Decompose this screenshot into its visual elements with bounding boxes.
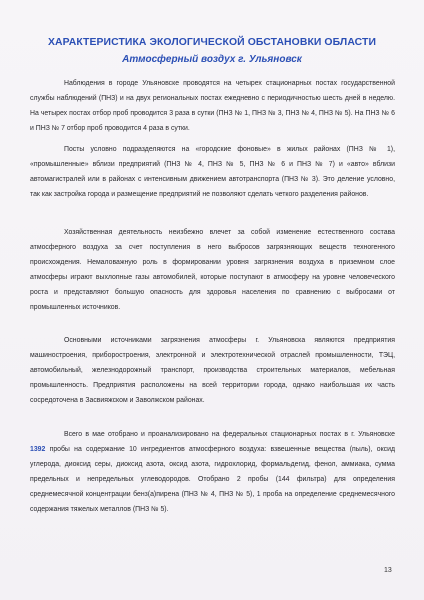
paragraph-samples [30,427,395,517]
page-number: 13 [384,567,392,574]
samples-text-after: пробы на содержание 10 ингредиентов атмосферного воздуха: взвешенные вещества (пыль), оксид углерода, диоксид серы, диоксид азота, оксид азота, гидрохлорид, формальдегид, фенол, аммиака, сумма предельных и непредельных углеводородов. Отобрано 2 пробы (144 фильтра) для определения среднемесячной концентрации бенз(а)пирена (ПНЗ № 4, ПНЗ № 5), 1 проба на определение среднемесячного содержания тяжелых металлов (ПНЗ № 5). [30,446,395,513]
page-title: ХАРАКТЕРИСТИКА ЭКОЛОГИЧЕСКОЙ ОБСТАНОВКИ ОБЛАСТИ [47,37,377,48]
samples-text-before: Всего в мае отобрано и проанализировано на федеральных стационарных постах в г. Ульяновске [64,431,395,438]
samples-count: 1392 [30,446,46,453]
paragraph-post-types: Посты условно подразделяются на «городские фоновые» в жилых районах (ПНЗ № 1), «промышленные» вблизи предприятий (ПНЗ № 4, ПНЗ № 5, ПНЗ № 6 и ПНЗ № 7) и «авто» вблизи автомагистралей или в районах с интенсивным движением автотранспорта (ПНЗ № 3). Это деление условно, так как застройка города и размещение предприятий не позволяют сделать четкого разделения районов. [30,146,395,198]
section-subtitle: Атмосферный воздух г. Ульяновск [122,54,302,65]
paragraph-economic-activity: Хозяйственная деятельность неизбежно влечет за собой изменение естественного состава атмосферного воздуха за счет поступления в него выбросов загрязняющих веществ техногенного происхождения. Немаловажную роль в формировании уровня загрязнения воздуха в приземном слое атмосферы играют выхлопные газы автомобилей, которые поступают в атмосферу на уровне человеческого роста и представляют большую опасность для здоровья населения по сравнению с выбросами от промышленных источников. [30,229,395,311]
paragraph-observations: Наблюдения в городе Ульяновске проводятся на четырех стационарных постах государственной службы наблюдений (ПНЗ) и на двух региональных постах ежедневно с периодичностью шесть дней в неделю. На четырех постах отбор проб проводится 3 раза в сутки (ПНЗ № 1, ПНЗ № 3, ПНЗ № 4, ПНЗ № 5). На ПНЗ № 6 и ПНЗ № 7 отбор проб проводится 4 раза в сутки. [30,80,395,132]
paragraph-pollution-sources: Основными источниками загрязнения атмосферы г. Ульяновска являются предприятия машиностроения, приборостроения, электронной и электротехнической отраслей промышленности, ТЭЦ, автомобильный, железнодорожный транспорт, производства строительных материалов, мебельная промышленность. Предприятия расположены на всей территории города, однако наибольшая их часть сосредоточена в Засвияжском и Заволжском районах. [30,337,395,404]
